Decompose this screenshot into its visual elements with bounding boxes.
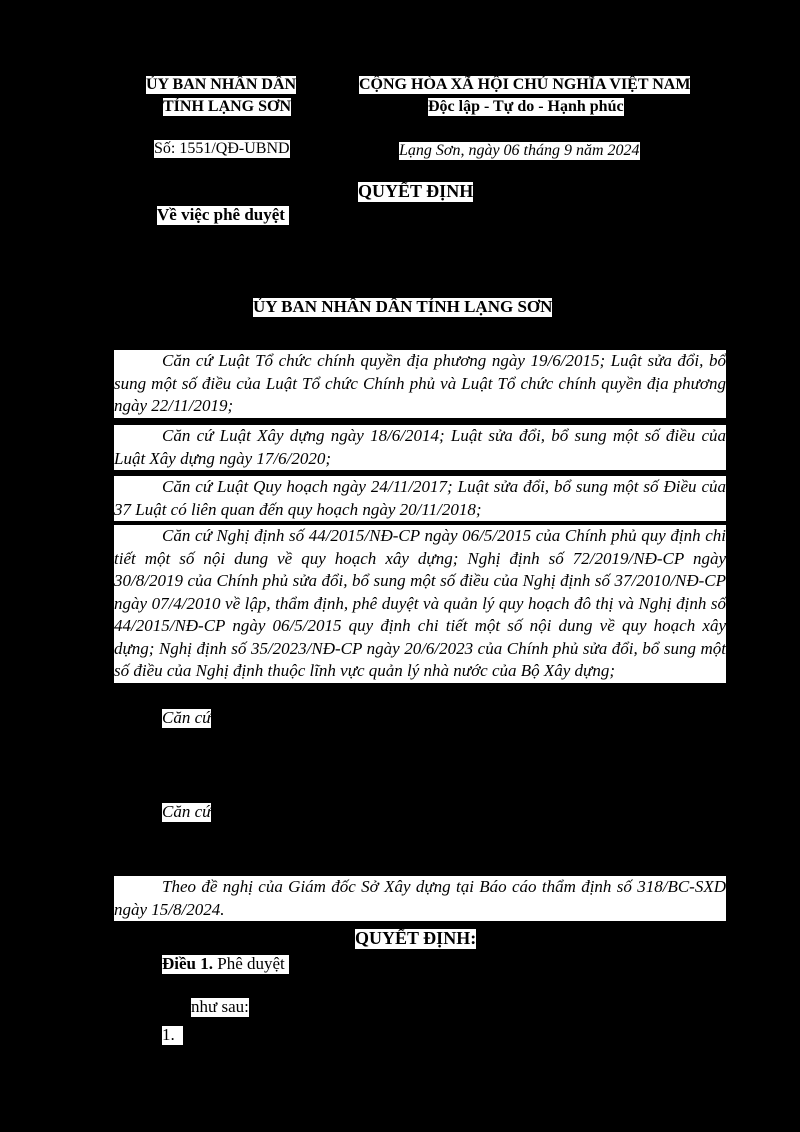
article-1-continuation: như sau: bbox=[191, 997, 249, 1016]
place-and-date: Lạng Sơn, ngày 06 tháng 9 năm 2024 bbox=[399, 142, 640, 159]
document-number: Số: 1551/QĐ-UBND bbox=[154, 140, 290, 157]
national-motto: Độc lập - Tự do - Hạnh phúc bbox=[428, 98, 624, 115]
decision-subject: Về việc phê duyệt bbox=[157, 206, 289, 225]
article-1 bbox=[162, 955, 289, 974]
issuing-authority: ỦY BAN NHÂN DÂN TỈNH LẠNG SƠN bbox=[253, 297, 553, 316]
article-1-label: Điều 1. bbox=[162, 954, 213, 973]
legal-basis-3: Căn cứ Luật Quy hoạch ngày 24/11/2017; Luật sửa đổi, bổ sung một số Điều của 37 Luật có liên quan đến quy hoạch ngày 20/11/2018; bbox=[114, 476, 726, 521]
legal-basis-2: Căn cứ Luật Xây dựng ngày 18/6/2014; Luật sửa đổi, bổ sung một số điều của Luật Xây dựng ngày 17/6/2020; bbox=[114, 425, 726, 470]
legal-basis-truncated-1: Căn cứ bbox=[162, 708, 212, 727]
legal-basis-truncated-2: Căn cứ bbox=[162, 802, 212, 821]
org-name-line2: TỈNH LẠNG SƠN bbox=[163, 98, 292, 115]
decision-heading: QUYẾT ĐỊNH: bbox=[355, 928, 477, 948]
decision-title: QUYẾT ĐỊNH bbox=[358, 181, 474, 201]
proposal-paragraph: Theo đề nghị của Giám đốc Sở Xây dựng tại Báo cáo thẩm định số 318/BC-SXD ngày 15/8/2024. bbox=[114, 876, 726, 921]
article-1-item-1: 1. bbox=[162, 1026, 183, 1045]
national-title: CỘNG HÒA XÃ HỘI CHỦ NGHĨA VIỆT NAM bbox=[359, 76, 691, 93]
legal-basis-4: Căn cứ Nghị định số 44/2015/NĐ-CP ngày 06/5/2015 của Chính phủ quy định chi tiết một số nội dung về quy hoạch xây dựng; Nghị định số 72/2019/NĐ-CP ngày 30/8/2019 của Chính phủ sửa đổi, bổ sung một số điều của Nghị định số 37/2010/NĐ-CP ngày 07/4/2010 về lập, thẩm định, phê duyệt và quản lý quy hoạch đô thị và Nghị định số 44/2015/NĐ-CP ngày 06/5/2015 quy định chi tiết một số nội dung về quy hoạch xây dựng; Nghị định số 35/2023/NĐ-CP ngày 20/6/2023 của Chính phủ sửa đổi, bổ sung một số điều của Nghị định thuộc lĩnh vực quản lý nhà nước của Bộ Xây dựng; bbox=[114, 525, 726, 683]
article-1-text: Phê duyệt bbox=[217, 954, 285, 973]
legal-basis-1: Căn cứ Luật Tổ chức chính quyền địa phương ngày 19/6/2015; Luật sửa đổi, bổ sung một số điều của Luật Tổ chức Chính phủ và Luật Tổ chức chính quyền địa phương ngày 22/11/2019; bbox=[114, 350, 726, 418]
org-name-line1: ỦY BAN NHÂN DÂN bbox=[146, 76, 297, 93]
